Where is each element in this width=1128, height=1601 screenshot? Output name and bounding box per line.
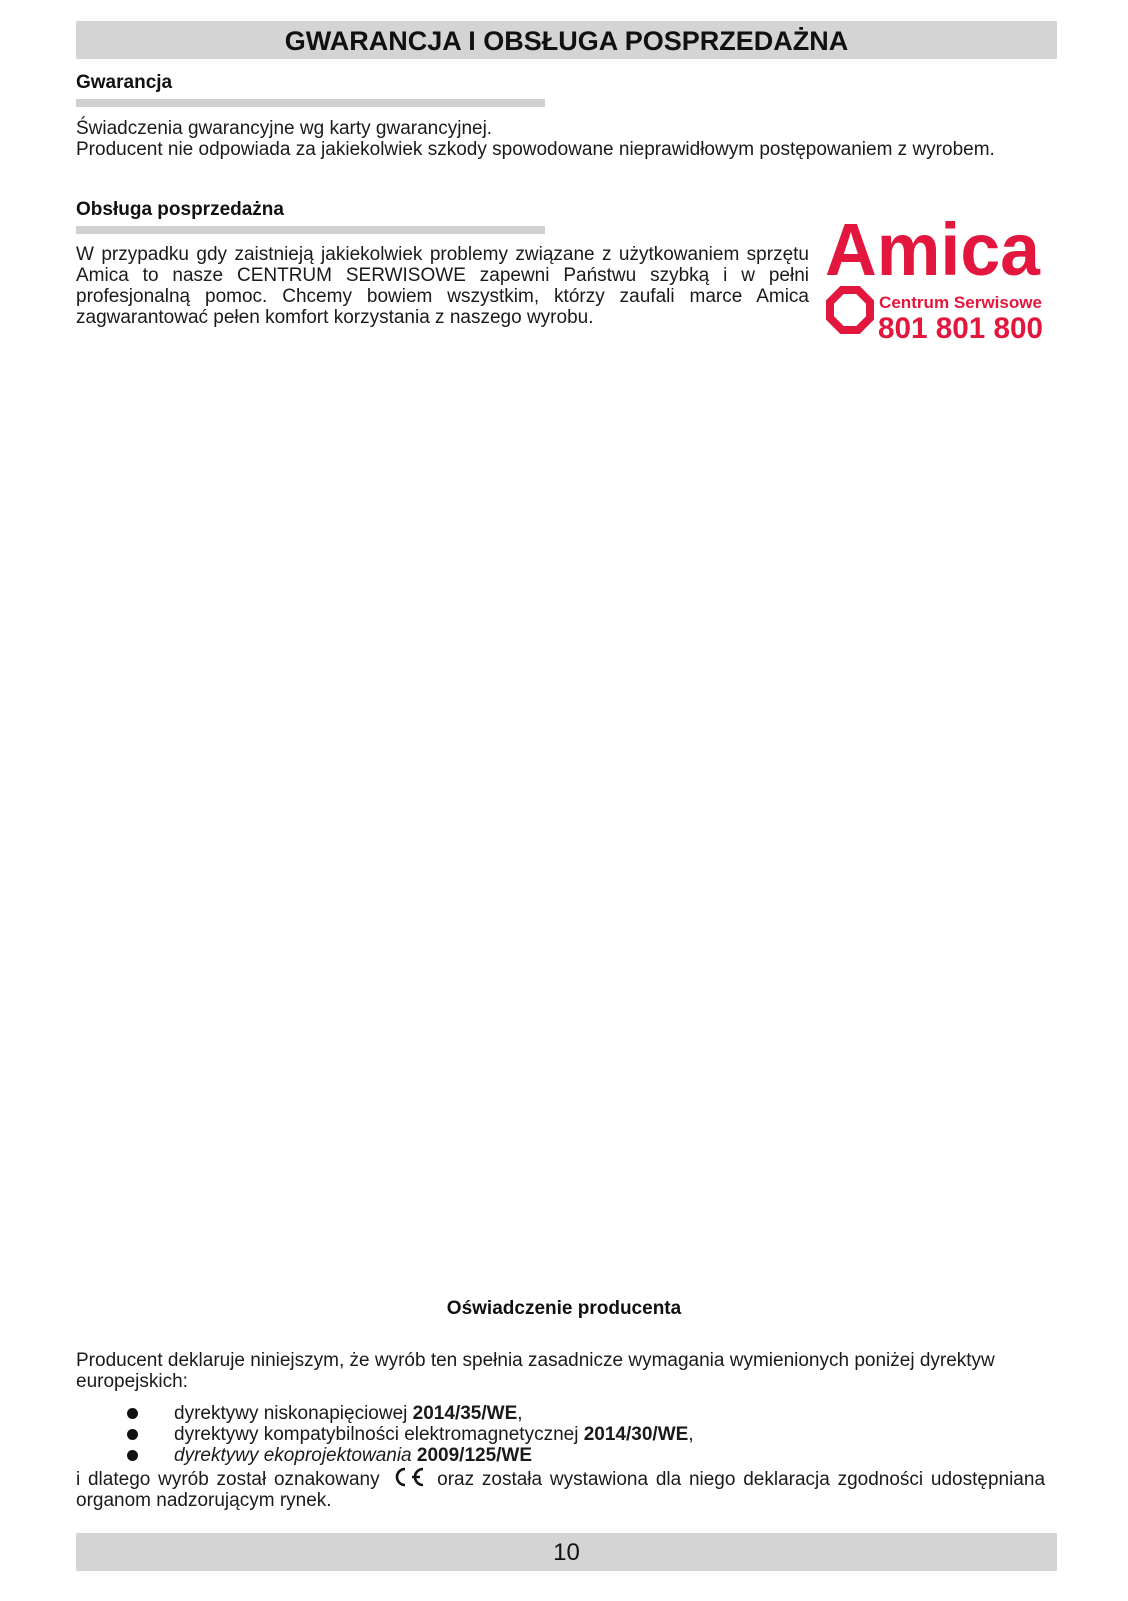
directive-code: 2014/35/WE: [412, 1403, 518, 1424]
warranty-line-2: Producent nie odpowiada za jakiekolwiek szkody spowodowane nieprawidłowym postępowaniem z wyrobem.: [76, 139, 995, 160]
ce-mark-icon: [389, 1466, 427, 1488]
directive-code: 2009/125/WE: [416, 1445, 533, 1466]
bullet-icon: [127, 1429, 138, 1440]
page-title: GWARANCJA I OBSŁUGA POSPRZEDAŻNA: [284, 26, 849, 56]
service-phone: 801 801 800: [878, 312, 1043, 345]
service-caption: Centrum Serwisowe: [879, 293, 1042, 312]
page-number-bar: [76, 1533, 1057, 1571]
warranty-heading: Gwarancja: [76, 72, 173, 93]
amica-service-logo: [825, 212, 1065, 352]
directive-text: dyrektywy kompatybilności elektromagnetycznej: [174, 1424, 584, 1445]
list-item: dyrektywy kompatybilności elektromagnetycznej 2014/30/WE,: [76, 1424, 694, 1445]
directive-text: dyrektywy ekoprojektowania: [174, 1445, 412, 1466]
list-item: [76, 1445, 694, 1466]
page-title-bar: [76, 21, 1057, 59]
brand-wordmark: Amica: [825, 212, 1041, 291]
service-body: W przypadku gdy zaistnieją jakiekolwiek problemy związane z użytkowaniem sprzętu Amica to nasze CENTRUM SERWISOWE zapewni Państwu szybką i w pełni profesjonalną pomoc. Chcemy bowiem wszystkim, którzy zaufali marce Amica zagwarantować pełen komfort korzystania z naszego wyrobu.: [76, 244, 809, 328]
list-item: dyrektywy niskonapięciowej 2014/35/WE,: [76, 1403, 694, 1424]
declaration-title: Oświadczenie producenta: [446, 1298, 682, 1319]
page-number: 10: [553, 1539, 580, 1566]
declaration-outro: i dlatego wyrób został oznakowany oraz została wystawiona dla niego deklaracja zgodności udostępniana organom nadzorującym rynek.: [76, 1466, 1045, 1511]
amica-logo-graphic: [825, 212, 1065, 352]
service-divider: [76, 226, 545, 234]
octagon-icon: [830, 290, 870, 330]
bullet-icon: [127, 1450, 138, 1461]
service-heading: Obsługa posprzedażna: [76, 199, 284, 220]
directive-list: [76, 1403, 694, 1466]
declaration-intro: Producent deklaruje niniejszym, że wyrób ten spełnia zasadnicze wymagania wymienionych poniżej dyrektyw europejskich:: [76, 1350, 995, 1392]
bullet-icon: [127, 1408, 138, 1419]
warranty-line-1: Świadczenia gwarancyjne wg karty gwarancyjnej.: [76, 118, 493, 139]
directive-text: dyrektywy niskonapięciowej: [174, 1403, 413, 1424]
directive-code: 2014/30/WE: [583, 1424, 689, 1445]
warranty-divider: [76, 99, 545, 107]
